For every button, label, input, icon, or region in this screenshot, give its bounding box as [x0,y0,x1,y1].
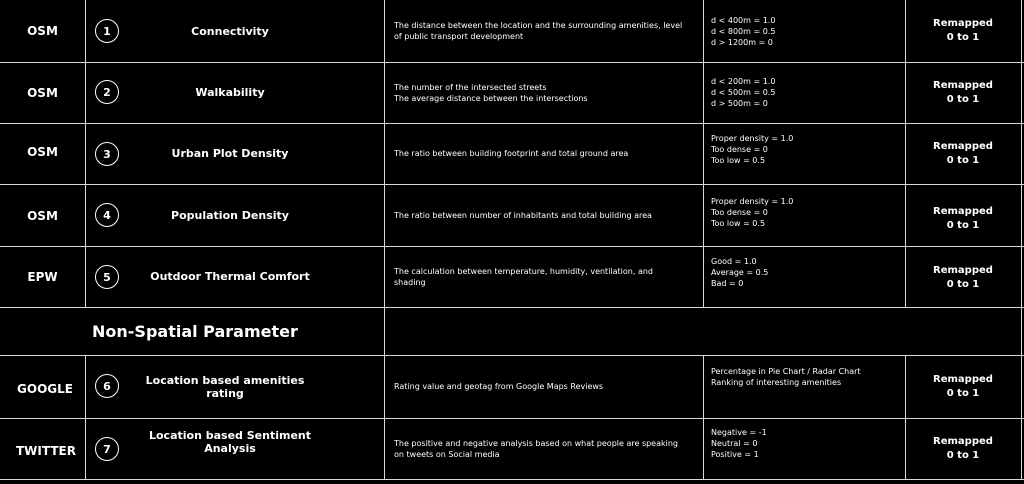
criteria-cell: Proper density = 1.0 Too dense = 0 Too low = 0.5 [711,196,794,228]
parameter-name: Outdoor Thermal Comfort [150,270,310,283]
parameter-name: Urban Plot Density [171,147,289,160]
output-cell: Remapped 0 to 1 [933,140,993,166]
description-cell: The ratio between building footprint and total ground area [394,149,629,158]
source-cell: OSM [27,145,58,159]
criteria-cell: Percentage in Pie Chart / Radar Chart Ranking of interesting amenities [711,366,861,387]
parameter-name: Walkability [195,86,265,99]
number-badge: 7 [95,437,119,461]
output-cell: Remapped 0 to 1 [933,373,993,399]
criteria-cell: Good = 1.0 Average = 0.5 Bad = 0 [711,257,769,288]
number-badge: 5 [95,265,119,289]
criteria-cell: d < 200m = 1.0 d < 500m = 0.5 d > 500m = 0 [711,77,776,108]
description-cell: The distance between the location and the surrounding amenities, level of public transport development [394,21,683,41]
criteria-cell: d < 400m = 1.0 d < 800m = 0.5 d > 1200m = 0 [711,15,776,47]
description-cell: Rating value and geotag from Google Maps Reviews [394,382,604,391]
row-divider [0,479,1024,480]
output-cell: Remapped 0 to 1 [933,79,993,105]
criteria-cell: Proper density = 1.0 Too dense = 0 Too low = 0.5 [711,134,794,165]
number-badge: 6 [95,374,119,398]
output-cell: Remapped 0 to 1 [933,206,993,231]
number-badge: 2 [95,80,119,104]
column-divider [85,0,86,307]
source-cell: TWITTER [16,444,76,458]
parameter-name: Population Density [171,208,289,222]
source-cell: OSM [27,24,58,38]
output-cell: Remapped 0 to 1 [933,435,993,461]
number-badge: 4 [95,203,119,227]
column-divider [1021,0,1022,480]
description-cell: The ratio between number of inhabitants and total building area [394,210,652,220]
column-divider [384,307,385,355]
source-cell: OSM [27,85,58,100]
number-badge: 1 [95,19,119,43]
criteria-cell: Negative = -1 Neutral = 0 Positive = 1 [711,427,767,459]
description-cell: The calculation between temperature, humidity, ventilation, and shading [394,266,653,287]
parameter-name: Connectivity [191,24,269,38]
description-cell: The positive and negative analysis based on what people are speaking on tweets on Social media [394,438,679,459]
source-cell: EPW [27,269,58,284]
description-cell: The number of the intersected streets The average distance between the intersections [394,82,588,103]
output-cell: Remapped 0 to 1 [933,18,993,43]
source-cell: GOOGLE [17,382,73,396]
parameter-name: Location based amenities rating [145,373,305,400]
parameter-name: Location based Sentiment Analysis [148,428,312,455]
number-badge: 3 [95,142,119,166]
output-cell: Remapped 0 to 1 [933,264,993,290]
section-header: Non-Spatial Parameter [92,321,298,341]
source-cell: OSM [27,209,58,223]
